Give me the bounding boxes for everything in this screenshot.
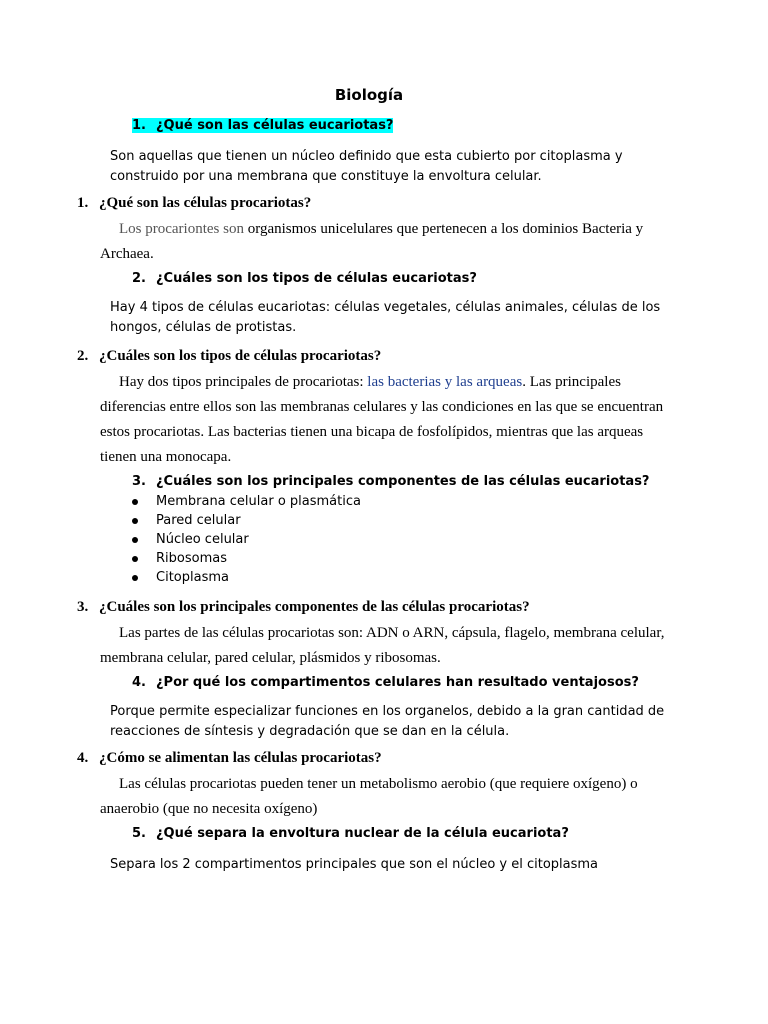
list-item [132,492,361,511]
answer-text: . Las principales [522,374,621,390]
question-eukaryote-2 [132,271,477,286]
question-text: ¿Qué son las células eucariotas? [156,118,394,133]
answer-text: organismos unicelulares que pertenecen a los dominios Bacteria y [243,221,644,237]
bullet-icon [132,499,138,505]
answer-line: Separa los 2 compartimentos principales que son el núcleo y el citoplasma [110,857,599,872]
answer-lead: Las células procariotas [119,776,257,792]
answer-line: Porque permite especializar funciones en los organelos, debido a la gran cantidad de [110,704,665,719]
list-item-label: Pared celular [156,513,241,528]
question-number: 4. [77,750,89,766]
list-item [132,568,361,587]
answer-prokaryote-3 [100,621,694,671]
answer-line: Las partes de las células procariotas son: ADN o ARN, cápsula, flagelo, membrana celular, [119,625,665,641]
question-number: 4. [132,675,146,690]
list-item-label: Núcleo celular [156,532,249,547]
answer-prokaryote-4 [100,772,694,822]
question-text: ¿Cuáles son los principales componentes de las células procariotas? [99,599,530,615]
answer-line: hongos, células de protistas. [110,320,297,335]
list-item-label: Citoplasma [156,570,229,585]
question-number: 1. [77,195,89,211]
bullet-icon [132,537,138,543]
list-item [132,530,361,549]
answer-prokaryote-2 [100,370,694,470]
answer-line: Hay 4 tipos de células eucariotas: células vegetales, células animales, células de los [110,300,661,315]
question-number: 3. [77,599,89,615]
answer-link[interactable]: las bacterias y las arqueas [367,374,523,390]
question-eukaryote-5 [132,826,569,841]
question-eukaryote-3 [132,474,649,489]
bullet-icon [132,518,138,524]
answer-line: Archaea. [100,246,154,262]
answer-line: reacciones de síntesis y degradación que se dan en la célula. [110,724,510,739]
answer-lead: Hay dos tipos principales de procariotas: [119,374,364,390]
answer-eukaryote-1 [110,147,623,187]
list-item [132,511,361,530]
question-number: 2. [77,348,89,364]
answer-line: diferencias entre ellos son las membranas celulares y las condiciones en las que se encuentran [100,399,664,415]
answer-lead: Los procariontes son [119,221,244,237]
question-prokaryote-4 [77,750,382,767]
answer-text: pueden tener un metabolismo aerobio (que requiere oxígeno) o [256,776,638,792]
answer-line: estos procariotas. Las bacterias tienen una bicapa de fosfolípidos, mientras que las arqueas [100,424,644,440]
answer-eukaryote-2 [110,298,660,338]
answer-line: Son aquellas que tienen un núcleo definido que esta cubierto por citoplasma y [110,149,623,164]
answer-eukaryote-5 [110,855,598,875]
bullet-icon [132,575,138,581]
question-eukaryote-1 [132,118,393,133]
question-number: 1. [132,118,146,133]
document-title: Biología [334,86,404,104]
bullet-list-eukaryote-components [132,492,361,587]
list-item-label: Ribosomas [156,551,227,566]
question-number: 3. [132,474,146,489]
question-text: ¿Cómo se alimentan las células procariotas? [99,750,382,766]
answer-line: tienen una monocapa. [100,449,232,465]
list-item [132,549,361,568]
question-text: ¿Cuáles son los principales componentes de las células eucariotas? [156,474,650,489]
question-prokaryote-3 [77,599,530,616]
list-item-label: Membrana celular o plasmática [156,494,361,509]
question-text: ¿Por qué los compartimentos celulares han resultado ventajosos? [156,675,639,690]
question-text: ¿Cuáles son los tipos de células eucariotas? [156,271,477,286]
answer-prokaryote-1 [100,217,694,267]
question-number: 2. [132,271,146,286]
question-text: ¿Qué son las células procariotas? [99,195,312,211]
bullet-icon [132,556,138,562]
question-prokaryote-1 [77,195,311,212]
question-text: ¿Cuáles son los tipos de células procariotas? [99,348,382,364]
question-eukaryote-4 [132,675,639,690]
question-prokaryote-2 [77,348,381,365]
question-text: ¿Qué separa la envoltura nuclear de la célula eucariota? [156,826,569,841]
answer-eukaryote-4 [110,702,664,742]
question-number: 5. [132,826,146,841]
answer-line: membrana celular, pared celular, plásmidos y ribosomas. [100,650,441,666]
answer-line: anaerobio (que no necesita oxígeno) [100,801,318,817]
answer-line: construido por una membrana que constituye la envoltura celular. [110,169,542,184]
